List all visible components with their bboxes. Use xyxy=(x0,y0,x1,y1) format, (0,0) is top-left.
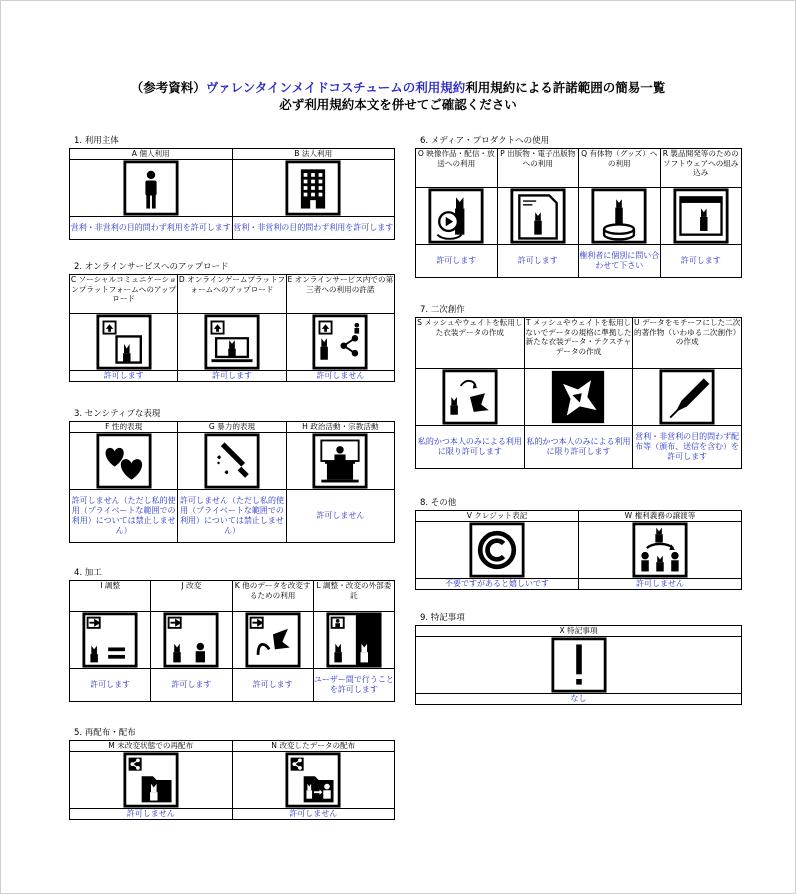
item-status: なし xyxy=(416,693,742,704)
section-sensitive-expression xyxy=(69,409,395,543)
item-status: 営利・非営利の目的問わず配布等（頒布、送信を含む）を許可します xyxy=(633,426,742,469)
item-label: W 権利義務の譲渡等 xyxy=(579,511,742,522)
person-icon xyxy=(123,160,179,216)
page-subtitle xyxy=(0,96,796,113)
office-building-icon xyxy=(285,160,341,216)
section-processing xyxy=(69,568,395,702)
terms-link[interactable]: ヴァレンタインメイドコスチュームの利用規約 xyxy=(205,80,466,95)
item-status: 許可します xyxy=(660,245,742,278)
item-status: 許可します xyxy=(497,245,579,278)
software-window-icon xyxy=(673,188,729,244)
item-status: 許可しません xyxy=(232,808,395,819)
item-label: J 改変 xyxy=(151,581,232,612)
item-status: 許可します xyxy=(70,371,178,382)
item-label: R 製品開発等のためのソフトウェアへの組み込み xyxy=(660,149,742,188)
item-label: B 法人利用 xyxy=(232,149,395,160)
section-derivative-works xyxy=(415,305,742,469)
item-status: 許可しません xyxy=(286,489,394,542)
goods-figure-icon xyxy=(591,188,647,244)
transfer-rights-icon xyxy=(632,522,688,578)
mesh-transfer-icon xyxy=(442,369,498,425)
section-title: 9. 特記事項 xyxy=(420,613,465,623)
video-play-icon xyxy=(428,188,484,244)
item-label: M 未改変状態での再配布 xyxy=(70,741,233,752)
item-label: U データをモチーフにした二次的著作物（いわゆる二次創作）の作成 xyxy=(633,318,742,369)
item-label: L 調整・改変の外部委託 xyxy=(313,581,394,612)
use-for-modify-icon xyxy=(245,612,301,668)
share-third-party-icon xyxy=(312,314,368,370)
item-status: 許可します xyxy=(416,245,498,278)
item-status: 許可します xyxy=(151,669,232,702)
item-label: I 調整 xyxy=(70,581,151,612)
item-status: 許可しません（ただし私的使用（プライベートな範囲での利用）については禁止しません） xyxy=(178,489,286,542)
publication-icon xyxy=(510,188,566,244)
section-title: 5. 再配布・配布 xyxy=(74,728,136,738)
section-title: 7. 二次創作 xyxy=(420,305,465,315)
item-label: E オンラインサービス内での第三者への利用の許諾 xyxy=(286,275,394,314)
fountain-pen-icon xyxy=(659,369,715,425)
section-media-products xyxy=(415,136,742,278)
redistribute-icon xyxy=(123,752,179,808)
bloody-knife-icon xyxy=(204,433,260,489)
hearts-icon xyxy=(96,433,152,489)
exclamation-icon xyxy=(551,637,607,693)
section-special-notes xyxy=(415,613,742,705)
item-label: N 改変したデータの配布 xyxy=(232,741,395,752)
item-label: D オンラインゲームプラットフォームへのアップロード xyxy=(178,275,286,314)
item-status: 権利者に個別に問い合わせて下さい xyxy=(579,245,661,278)
item-label: P 出版物・電子出版物への利用 xyxy=(497,149,579,188)
outsource-icon xyxy=(326,612,382,668)
item-label: A 個人利用 xyxy=(70,149,233,160)
item-status: 許可しません xyxy=(70,808,233,819)
title-prefix: （参考資料） xyxy=(130,80,206,95)
copyright-icon xyxy=(469,522,525,578)
item-label: H 政治活動・宗教活動 xyxy=(286,422,394,433)
item-label: G 暴力的表現 xyxy=(178,422,286,433)
item-status: 私的かつ本人のみによる利用に限り許可します xyxy=(416,426,525,469)
item-status: ユーザー間で行うことを許可します xyxy=(313,669,394,702)
item-status: 許可しません xyxy=(286,371,394,382)
section-usage-subject xyxy=(69,136,395,240)
subtitle-text: 必ず利用規約本文を併せてご確認ください xyxy=(279,97,517,112)
item-status: 許可しません（ただし私的使用（プライベートな範囲での利用）については禁止しません） xyxy=(70,489,178,542)
item-status: 私的かつ本人のみによる利用に限り許可します xyxy=(524,426,633,469)
podium-speaker-icon xyxy=(312,433,368,489)
item-label: C ソーシャルコミュニケーションプラットフォームへのアップロード xyxy=(70,275,178,314)
title-suffix: 利用規約による許諾範囲の簡易一覧 xyxy=(465,80,666,95)
item-label: F 性的表現 xyxy=(70,422,178,433)
item-label: V クレジット表記 xyxy=(416,511,579,522)
item-status: 許可しません xyxy=(579,578,742,589)
modify-icon xyxy=(163,612,219,668)
item-label: K 他のデータを改変するための利用 xyxy=(232,581,313,612)
section-title: 8. その他 xyxy=(420,498,457,508)
item-status: 許可します xyxy=(70,669,151,702)
section-redistribution xyxy=(69,728,395,820)
item-label: S メッシュやウェイトを転用した衣装データの作成 xyxy=(416,318,525,369)
section-other xyxy=(415,498,742,590)
item-status: 許可します xyxy=(178,371,286,382)
section-title: 3. センシティブな表現 xyxy=(74,409,161,419)
item-label: T メッシュやウェイトを転用しないでデータの規格に準拠した新たな衣装データ・テクスチャデータの作成 xyxy=(524,318,633,369)
section-title: 1. 利用主体 xyxy=(74,136,119,146)
section-title: 4. 加工 xyxy=(74,568,102,578)
distribute-modified-icon xyxy=(285,752,341,808)
item-label: Q 有体物（グッズ）への利用 xyxy=(579,149,661,188)
game-upload-icon xyxy=(204,314,260,370)
item-status: 許可します xyxy=(232,669,313,702)
section-online-upload xyxy=(69,262,395,382)
social-upload-icon xyxy=(96,314,152,370)
item-status: 営利・非営利の目的問わず利用を許可します xyxy=(232,216,395,239)
item-status: 営利・非営利の目的問わず利用を許可します xyxy=(70,216,233,239)
page-title xyxy=(0,79,796,96)
section-title: 6. メディア・プロダクトへの使用 xyxy=(420,136,550,146)
section-title: 2. オンラインサービスへのアップロード xyxy=(74,262,229,272)
new-fabric-icon xyxy=(550,369,606,425)
adjust-equal-icon xyxy=(82,612,138,668)
item-status: 不要ですがあると嬉しいです xyxy=(416,578,579,589)
item-label: X 特記事項 xyxy=(416,626,742,637)
item-label: O 映像作品・配信・放送への利用 xyxy=(416,149,498,188)
